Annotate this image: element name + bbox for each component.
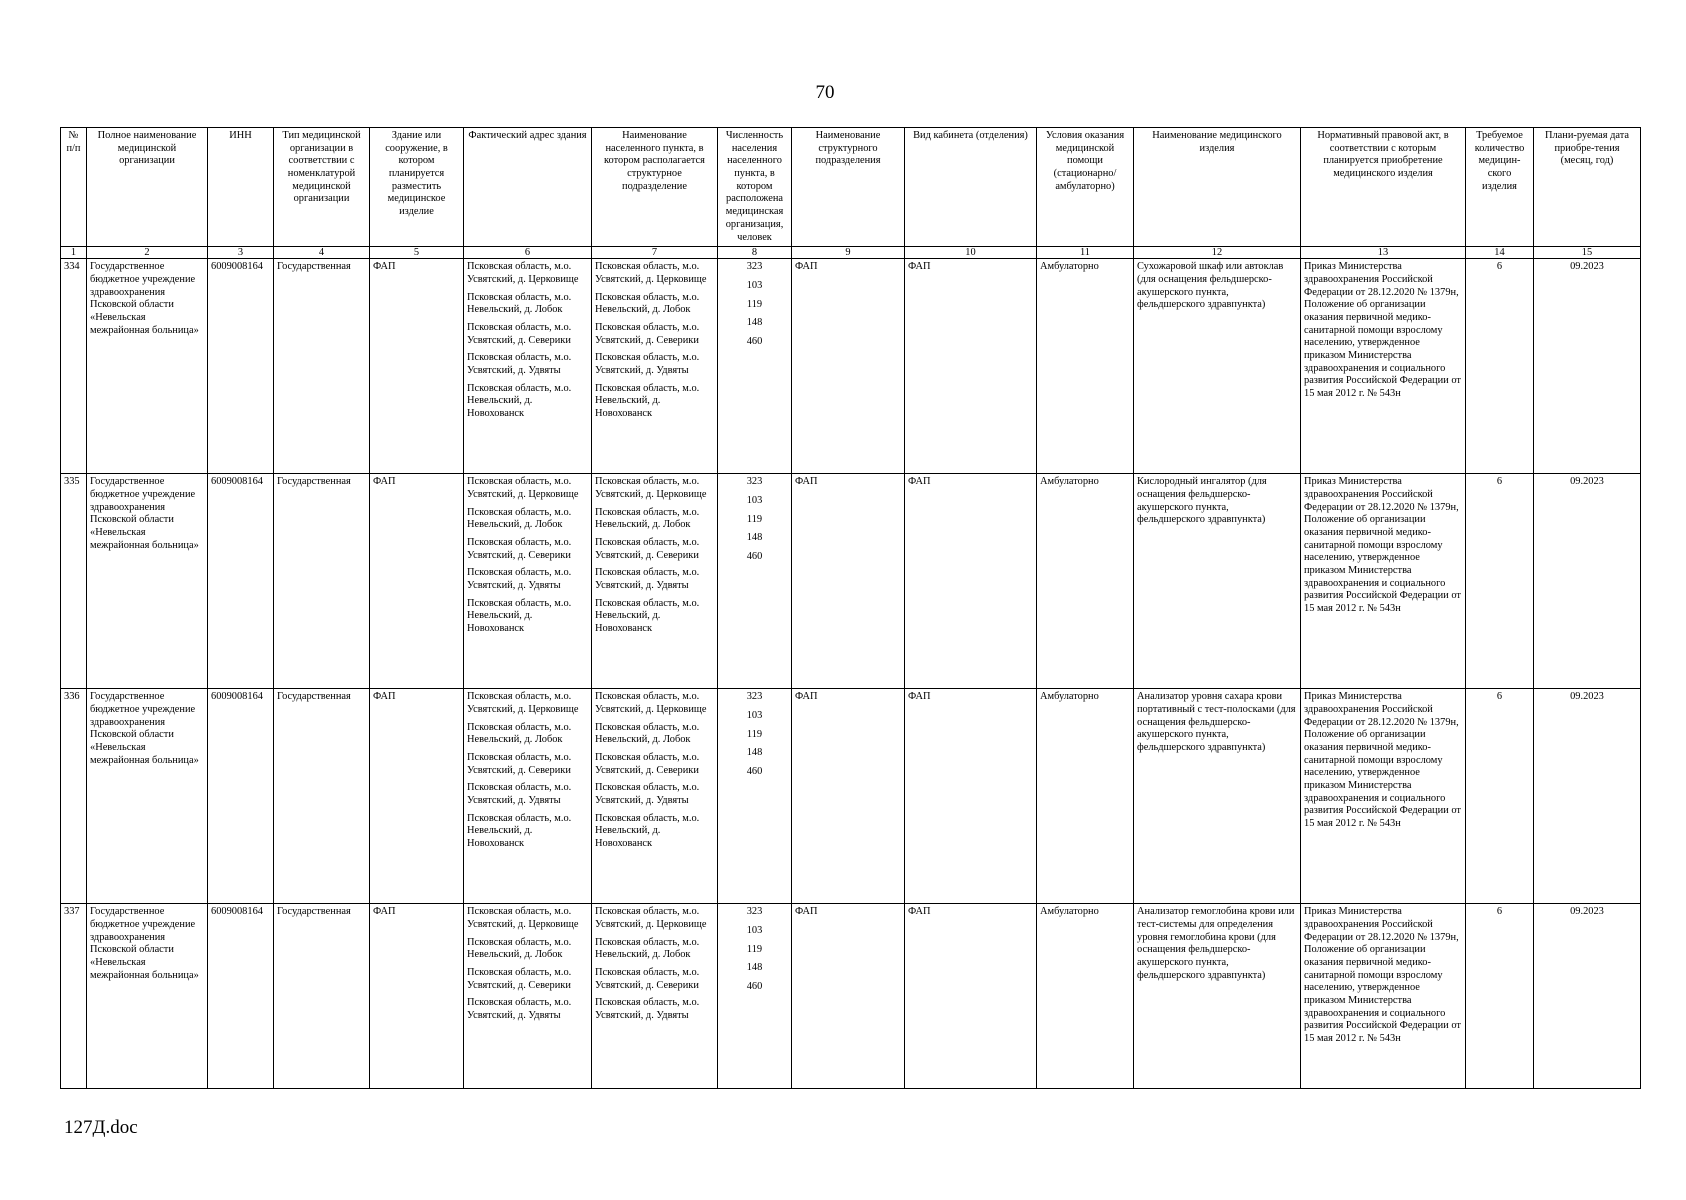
header-cell: ИНН [208, 128, 274, 247]
row-number: 335 [61, 474, 87, 689]
address: Псковская область, м.о. Невельский, д. Новохованск [467, 597, 572, 635]
population: 460 [746, 550, 763, 562]
header-cell: Требуемое количество медицин-ского изделия [1466, 128, 1534, 247]
building: ФАП [370, 689, 464, 904]
settlement: Псковская область, м.о. Усвятский, д. Удвяты [595, 352, 700, 376]
header-cell: Фактический адрес здания [464, 128, 592, 247]
care-conditions: Амбулаторно [1037, 259, 1134, 474]
address: Псковская область, м.о. Усвятский, д. Северики [467, 966, 572, 991]
organization-type: Государственная [274, 904, 370, 1089]
population: 460 [746, 765, 763, 777]
column-number: 5 [370, 247, 464, 259]
legal-act: Приказ Министерства здравоохранения Российской Федерации от 28.12.2020 № 1379н, Положение об организации оказания первичной медико-санитарной помощи взрослому населению, утвержденное приказом Министерства здравоохранения и социального развития Российской Федерации от 15 мая 2012 г. № 543н [1301, 904, 1466, 1089]
organization-name: Государственное бюджетное учреждение здравоохранения Псковской области «Невельская межрайонная больница» [87, 689, 208, 904]
building: ФАП [370, 904, 464, 1089]
header-cell: Плани-руемая дата приобре-тения (месяц, год) [1534, 128, 1641, 247]
settlement: Псковская область, м.о. Усвятский, д. Церковище [595, 691, 707, 715]
purchase-date: 09.2023 [1534, 904, 1641, 1089]
settlement: Псковская область, м.о. Невельский, д. Лобок [595, 506, 700, 531]
equipment-table [60, 127, 1641, 1089]
population: 148 [746, 962, 763, 974]
header-cell: Тип медицинской организации в соответствии с номенклатурой медицинской организации [274, 128, 370, 247]
address: Псковская область, м.о. Невельский, д. Лобок [467, 721, 572, 746]
address: Псковская область, м.о. Усвятский, д. Церковище [467, 691, 579, 715]
settlement: Псковская область, м.о. Усвятский, д. Северики [595, 321, 700, 346]
row-number: 334 [61, 259, 87, 474]
column-number: 2 [87, 247, 208, 259]
settlement: Псковская область, м.о. Невельский, д. Новохованск [595, 597, 700, 635]
population: 119 [746, 298, 763, 310]
settlement: Псковская область, м.о. Усвятский, д. Удвяты [595, 567, 700, 591]
population: 103 [746, 494, 763, 506]
care-conditions: Амбулаторно [1037, 689, 1134, 904]
header-cell: № п/п [61, 128, 87, 247]
address: Псковская область, м.о. Усвятский, д. Удвяты [467, 782, 572, 806]
column-number: 1 [61, 247, 87, 259]
address-cell [464, 689, 592, 904]
quantity: 6 [1466, 474, 1534, 689]
cabinet-type: ФАП [905, 689, 1037, 904]
unit-name: ФАП [792, 904, 905, 1089]
building: ФАП [370, 474, 464, 689]
address: Псковская область, м.о. Невельский, д. Лобок [467, 291, 572, 316]
inn: 6009008164 [208, 689, 274, 904]
column-number: 9 [792, 247, 905, 259]
table-row [61, 904, 1641, 1089]
header-cell: Нормативный правовой акт, в соответствии с которым планируется приобретение медицинского изделия [1301, 128, 1466, 247]
population: 460 [746, 980, 763, 992]
legal-act: Приказ Министерства здравоохранения Российской Федерации от 28.12.2020 № 1379н, Положение об организации оказания первичной медико-санитарной помощи взрослому населению, утвержденное приказом Министерства здравоохранения и социального развития Российской Федерации от 15 мая 2012 г. № 543н [1301, 259, 1466, 474]
inn: 6009008164 [208, 474, 274, 689]
column-number-row [61, 247, 1641, 259]
quantity: 6 [1466, 904, 1534, 1089]
header-row [61, 128, 1641, 247]
population: 119 [746, 728, 763, 740]
cabinet-type: ФАП [905, 474, 1037, 689]
header-cell: Численность населения населенного пункта, в котором расположена медицинская организация, человек [718, 128, 792, 247]
row-number: 336 [61, 689, 87, 904]
settlement: Псковская область, м.о. Усвятский, д. Северики [595, 536, 700, 561]
cabinet-type: ФАП [905, 259, 1037, 474]
column-number: 11 [1037, 247, 1134, 259]
address: Псковская область, м.о. Усвятский, д. Церковище [467, 906, 579, 930]
address: Псковская область, м.о. Невельский, д. Новохованск [467, 812, 572, 850]
column-number: 13 [1301, 247, 1466, 259]
legal-act: Приказ Министерства здравоохранения Российской Федерации от 28.12.2020 № 1379н, Положение об организации оказания первичной медико-санитарной помощи взрослому населению, утвержденное приказом Министерства здравоохранения и социального развития Российской Федерации от 15 мая 2012 г. № 543н [1301, 689, 1466, 904]
address: Псковская область, м.о. Невельский, д. Лобок [467, 506, 572, 531]
address: Псковская область, м.о. Усвятский, д. Церковище [467, 261, 579, 285]
table-row [61, 689, 1641, 904]
purchase-date: 09.2023 [1534, 259, 1641, 474]
column-number: 15 [1534, 247, 1641, 259]
address-cell [464, 474, 592, 689]
column-number: 14 [1466, 247, 1534, 259]
header-cell: Наименование структурного подразделения [792, 128, 905, 247]
population: 119 [746, 943, 763, 955]
column-number: 6 [464, 247, 592, 259]
address: Псковская область, м.о. Усвятский, д. Северики [467, 536, 572, 561]
population-cell [718, 474, 792, 689]
settlement-cell [592, 474, 718, 689]
address: Псковская область, м.о. Усвятский, д. Северики [467, 751, 572, 776]
column-number: 4 [274, 247, 370, 259]
device-name: Сухожаровой шкаф или автоклав (для оснащения фельдшерско-акушерского пункта, фельдшерского здравпункта) [1134, 259, 1301, 474]
header-cell: Вид кабинета (отделения) [905, 128, 1037, 247]
header-cell: Полное наименование медицинской организации [87, 128, 208, 247]
unit-name: ФАП [792, 689, 905, 904]
settlement: Псковская область, м.о. Невельский, д. Новохованск [595, 812, 700, 850]
population-cell [718, 904, 792, 1089]
header-cell: Наименование населенного пункта, в котором располагается структурное подразделение [592, 128, 718, 247]
address: Псковская область, м.о. Усвятский, д. Удвяты [467, 352, 572, 376]
settlement: Псковская область, м.о. Невельский, д. Лобок [595, 721, 700, 746]
address-cell [464, 259, 592, 474]
inn: 6009008164 [208, 259, 274, 474]
page-number: 70 [815, 82, 835, 103]
settlement: Псковская область, м.о. Усвятский, д. Северики [595, 966, 700, 991]
organization-name: Государственное бюджетное учреждение здравоохранения Псковской области «Невельская межрайонная больница» [87, 904, 208, 1089]
population: 323 [746, 906, 763, 918]
population: 323 [746, 476, 763, 488]
table-row [61, 474, 1641, 689]
unit-name: ФАП [792, 259, 905, 474]
population: 148 [746, 747, 763, 759]
settlement: Псковская область, м.о. Усвятский, д. Церковище [595, 906, 707, 930]
column-number: 12 [1134, 247, 1301, 259]
cabinet-type: ФАП [905, 904, 1037, 1089]
organization-name: Государственное бюджетное учреждение здравоохранения Псковской области «Невельская межрайонная больница» [87, 474, 208, 689]
device-name: Кислородный ингалятор (для оснащения фельдшерско-акушерского пункта, фельдшерского здравпункта) [1134, 474, 1301, 689]
address: Псковская область, м.о. Усвятский, д. Удвяты [467, 997, 572, 1021]
organization-type: Государственная [274, 689, 370, 904]
column-number: 8 [718, 247, 792, 259]
header-cell: Условия оказания медицинской помощи (стационарно/ амбулаторно) [1037, 128, 1134, 247]
column-number: 10 [905, 247, 1037, 259]
purchase-date: 09.2023 [1534, 474, 1641, 689]
purchase-date: 09.2023 [1534, 689, 1641, 904]
organization-name: Государственное бюджетное учреждение здравоохранения Псковской области «Невельская межрайонная больница» [87, 259, 208, 474]
device-name: Анализатор уровня сахара крови портативный с тест-полосками (для оснащения фельдшерско-акушерского пункта, фельдшерского здравпункта) [1134, 689, 1301, 904]
population: 103 [746, 924, 763, 936]
address: Псковская область, м.о. Невельский, д. Лобок [467, 936, 572, 961]
settlement: Псковская область, м.о. Усвятский, д. Церковище [595, 476, 707, 500]
organization-type: Государственная [274, 259, 370, 474]
settlement: Псковская область, м.о. Невельский, д. Новохованск [595, 382, 700, 420]
population: 103 [746, 709, 763, 721]
header-cell: Наименование медицинского изделия [1134, 128, 1301, 247]
row-number: 337 [61, 904, 87, 1089]
care-conditions: Амбулаторно [1037, 904, 1134, 1089]
population-cell [718, 259, 792, 474]
settlement: Псковская область, м.о. Усвятский, д. Северики [595, 751, 700, 776]
population-cell [718, 689, 792, 904]
settlement: Псковская область, м.о. Невельский, д. Лобок [595, 936, 700, 961]
settlement-cell [592, 259, 718, 474]
column-number: 3 [208, 247, 274, 259]
settlement: Псковская область, м.о. Усвятский, д. Удвяты [595, 782, 700, 806]
legal-act: Приказ Министерства здравоохранения Российской Федерации от 28.12.2020 № 1379н, Положение об организации оказания первичной медико-санитарной помощи взрослому населению, утвержденное приказом Министерства здравоохранения и социального развития Российской Федерации от 15 мая 2012 г. № 543н [1301, 474, 1466, 689]
population: 323 [746, 691, 763, 703]
population: 119 [746, 513, 763, 525]
address: Псковская область, м.о. Невельский, д. Новохованск [467, 382, 572, 420]
column-number: 7 [592, 247, 718, 259]
population: 148 [746, 317, 763, 329]
address: Псковская область, м.о. Усвятский, д. Церковище [467, 476, 579, 500]
quantity: 6 [1466, 689, 1534, 904]
population: 460 [746, 335, 763, 347]
population: 323 [746, 261, 763, 273]
settlement-cell [592, 689, 718, 904]
quantity: 6 [1466, 259, 1534, 474]
care-conditions: Амбулаторно [1037, 474, 1134, 689]
unit-name: ФАП [792, 474, 905, 689]
table-row [61, 259, 1641, 474]
inn: 6009008164 [208, 904, 274, 1089]
settlement: Псковская область, м.о. Невельский, д. Лобок [595, 291, 700, 316]
header-cell: Здание или сооружение, в котором планируется разместить медицинское изделие [370, 128, 464, 247]
population: 103 [746, 279, 763, 291]
address-cell [464, 904, 592, 1089]
settlement: Псковская область, м.о. Усвятский, д. Удвяты [595, 997, 700, 1021]
device-name: Анализатор гемоглобина крови или тест-системы для определения уровня гемоглобина крови (для оснащения фельдшерско-акушерского пункта, фельдшерского здравпункта) [1134, 904, 1301, 1089]
settlement-cell [592, 904, 718, 1089]
settlement: Псковская область, м.о. Усвятский, д. Церковище [595, 261, 707, 285]
building: ФАП [370, 259, 464, 474]
address: Псковская область, м.о. Усвятский, д. Северики [467, 321, 572, 346]
address: Псковская область, м.о. Усвятский, д. Удвяты [467, 567, 572, 591]
population: 148 [746, 532, 763, 544]
organization-type: Государственная [274, 474, 370, 689]
footer-filename: 127Д.doc [64, 1117, 138, 1138]
